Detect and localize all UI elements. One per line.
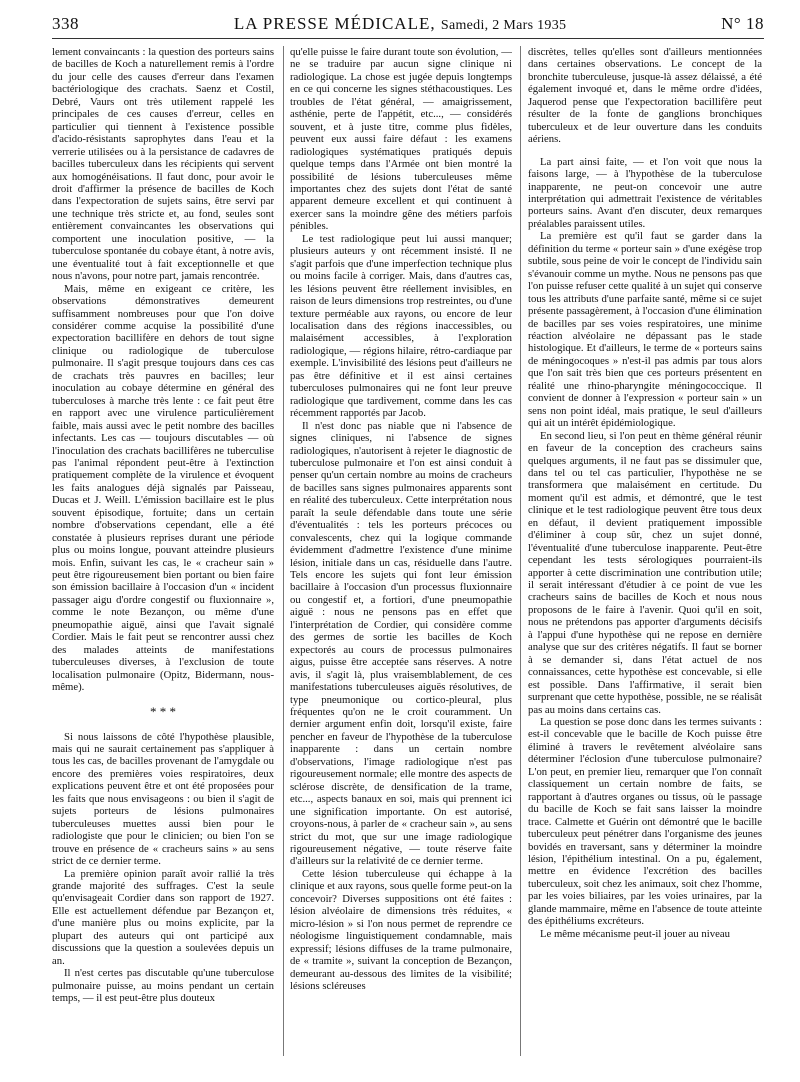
paragraph: La part ainsi faite, — et l'on voit que nous la faisons large, — à l'hypothèse de la tuberculose inapparente, ne peut-on concevoir une autre interprétation qui admettrait l'existence de véritables porteurs sains. Avant d'en discuter, deux remarques préalables paraissent utiles. xyxy=(528,155,762,230)
paragraph: Le même mécanisme peut-il jouer au niveau xyxy=(540,927,730,940)
page-number: 338 xyxy=(52,14,79,33)
page-header xyxy=(52,14,764,36)
paragraph: qu'elle puisse le faire durant toute son évolution, — ne se traduire par aucun signe clinique ni radiologique. La chose est jugée depuis longtemps en ce qui concerne les signes stéthacoustiques. Les troubles de l'état général, — amaigrissement, asthénie, perte de l'appétit, etc..., — considérés souvent, et à juste titre, comme plus fidèles, peuvent eux aussi faire défaut : les examens radiologiques systématiques pratiqués depuis quelque temps dans l'Armée ont bien montré la possibilité de lésions tuberculeuses même importantes chez des sujets dont l'état de santé apparent demeure excellent et qui continuent à exercer sans la moindre gêne des métiers parfois pénibles. xyxy=(290,46,512,233)
paragraph: discrètes, telles qu'elles sont d'ailleurs mentionnées dans certaines observations. Le concept de la bronchite tuberculeuse, jusque-là assez délaissé, a été également invoqué et, dans le même ordre d'idées, Jaquerod pense que l'expectoration bacillifère peut résulter de la fonte de ganglions bronchiques tuberculeux et de leur ouverture dans les conduits aériens. xyxy=(528,46,762,146)
issue-number: N° 18 xyxy=(721,14,764,33)
paragraph: La première opinion paraît avoir rallié la très grande majorité des suffrages. C'est la seule qu'envisageait Cordier dans son rapport de 1927. Elle est actuellement défendue par Bezançon et, d'une manière plus ou moins explicite, par la plupart des auteurs qui ont participé aux discussions que la question a soulevées depuis un an. xyxy=(52,867,274,967)
paragraph: En second lieu, si l'on peut en thème général réunir en faveur de la conception des cracheurs sains quelques arguments, il ne faut pas se dissimuler que, dans tel ou tel cas particulier, l'hypothèse ne se transformera que malaisément en certitude. Du moment qu'il est admis, et démontré, que le test clinique et le test radiologique peuvent être tous deux en défaut, il devient pratiquement impossible d'éliminer à coup sûr, chez un sujet donné, l'éventualité d'une tuberculose inapparente. Peut-être cependant les tests sérologiques pourraient-ils apporter à cette discrimination une contribution utile; il serait intéressant d'étudier à ce point de vue les cracheurs sains de bacilles de Koch et nous nous proposons de le faire à l'avenir. Quoi qu'il en soit, nous ne prétendons pas apporter d'arguments décisifs à l'appui d'une hypothèse qui ne repose en dernière analyse que sur des critères négatifs. Il faut se borner à se demander si, dans l'état actuel de nos connaissances, cette hypothèse est concevable, si elle est possible. Dans l'affirmative, il serait bien surprenant que cette hypothèse, possible, ne se réalisât pas au moins dans certains cas. xyxy=(528,429,762,716)
paragraph: Le test radiologique peut lui aussi manquer; plusieurs auteurs y ont récemment insisté. Il ne s'agit parfois que d'une imperfection technique plus ou moins facile à corriger. Mais, dans d'autres cas, les lésions peuvent être réellement invisibles, en raison de leurs dimensions trop restreintes, ou d'une texture perméable aux rayons, ou encore de leur localisation dans des régions inaccessibles, ou malaisément accessibles, à l'exploration radiologique, — régions hilaire, rétro-cardiaque par exemple. L'invisibilité des lésions peut d'ailleurs ne pas être définitive et il est ainsi certaines tuberculoses pulmonaires qui ne font leur preuve radiologique que tardivement, comme dans les cas récemment rapportés par Jacob. xyxy=(290,232,512,420)
journal-name: LA PRESSE MÉDICALE, xyxy=(233,14,436,33)
paragraph: Cette lésion tuberculeuse qui échappe à la clinique et aux rayons, sous quelle forme peut-on la concevoir? Diverses suppositions ont été faites : lésion alvéolaire de dimensions très réduites, « micro-lésion » si l'on nous permet de reprendre ce néologisme linguistiquement condamnable, mais expressif; lésions diffuses de la trame pulmonaire, de « tramite », suivant la conception de Bezançon, demeurant au-dessous des limites de la visibilité; lésions scléreuses xyxy=(290,867,512,992)
column-1 xyxy=(52,46,274,1068)
column-divider xyxy=(283,46,284,1056)
column-2 xyxy=(290,46,512,1068)
header-rule xyxy=(52,38,764,39)
column-3 xyxy=(528,46,762,1068)
section-separator-stars: * * * xyxy=(150,703,176,719)
journal-title xyxy=(234,14,567,34)
paragraph: lement convaincants : la question des porteurs sains de bacilles de Koch a naturellement remis à l'ordre du jour celle des causes d'erreur dans l'examen bactériologique des crachats. Saenz et Costil, Debré, Vaurs ont très utilement rappelé les principales de ces causes d'erreur, celles en particulier qui tiennent à l'existence possible d'acido-résistants saprophytes dans l'eau et la verrerie utilisées ou à la persistance de cadavres de bacilles tuberculeux dans les récipients qui servent aux homogénéisations. Il faut donc, pour avoir le droit d'affirmer la présence de bacilles de Koch dans l'expectoration de sujets sains, être servi par une technique très stricte et, au fond, seules sont entièrement convaincantes les observations qui comportent une inoculation positive, — la tuberculose spontanée du cobaye étant, à notre avis, une éventualité tout à fait exceptionnelle et que nous n'avons, pour notre part, jamais rencontrée. xyxy=(52,46,274,283)
paragraph: Il n'est donc pas niable que ni l'absence de signes cliniques, ni l'absence de signes radiologiques, n'autorisent à rejeter le diagnostic de tuberculose pulmonaire et l'on est ainsi conduit à penser qu'un certain nombre au moins de cracheurs de bacilles sans signes pulmonaires apparents sont en réalité des tuberculeux. Cette interprétation nous paraît la seule défendable dans toute une série d'éventualités : tels les porteurs précoces ou convalescents, chez qui la logique commande évidemment d'admettre l'existence d'une minime lésion, initiale dans un cas, résiduelle dans l'autre. Tels encore les sujets qui font leur émission bacillaire à l'occasion d'un processus fluxionnaire ou congestif et, a fortiori, d'une pneumopathie aiguë : nous ne pensons pas en effet que l'interprétation de Cordier, qui considère comme des germes de sortie les bacilles de Koch expectorés au cours de processus pulmonaires aigus, puisse être acceptée sans réserves. A notre avis, il s'agit là, plus vraisemblablement, de ces manifestations tuberculeuses aiguës résolutives, de type pneumonique ou cortico-pleural, plus fréquentes qu'on ne le croit couramment. Un dernier argument enfin doit, lorsqu'il existe, faire pencher en faveur de l'hypothèse de la tuberculose inapparente : dans un certain nombre d'observations, l'image radiologique n'est pas rigoureusement normale; elle montre des aspects de sclérose discrète, de densification de la trame, etc..., aspects banaux en soi, mais qui prennent ici une signification importante. On est autorisé, croyons-nous, à parler de « cracheur sain », au sens strict du mot, que sur une image radiologique rigoureusement négative, — toute réserve faite d'ailleurs sur la relativité de ce dernier terme. xyxy=(290,419,512,868)
paragraph: Il n'est certes pas discutable qu'une tuberculose pulmonaire puisse, au moins pendant un certain temps, — il est peut-être plus douteux xyxy=(52,967,274,1005)
column-divider xyxy=(520,46,521,1056)
paragraph: La question se pose donc dans les termes suivants : est-il concevable que le bacille de Koch puisse être éliminé à travers le revêtement alvéolaire sans déterminer l'éclosion d'une tuberculose pulmonaire? L'on peut, en premier lieu, remarquer que l'on connaît classiquement un certain nombre de faits, se rapportant à d'autres organes ou tissus, où le passage du bacille de Koch se fait sans laisser la moindre trace. Calmette et Guérin ont démontré que le bacille tuberculeux peut pénétrer dans l'organisme des jeunes bovidés en traversant, sans y déterminer la moindre lésion, l'épithélium intestinal. On a pu, également, mettre en évidence l'excrétion des bacilles tuberculeux, soit chez les animaux, soit chez l'homme, par les voies biliaires, par les voies urinaires, par la glande mammaire, même en l'absence de toute atteinte des épithéliums excréteurs. xyxy=(528,716,762,928)
paragraph: Mais, même en exigeant ce critère, les observations démonstratives demeurent suffisamment nombreuses pour que l'on doive considérer comme acquise la possibilité d'une expectoration bacillifère en dehors de tout signe clinique ou radiologique de tuberculose pulmonaire. Il s'agit presque toujours dans ces cas de crachats très pauvres en bacilles; leur inoculation au cobaye détermine en général des tuberculoses à marche très lente : ce fait peut être en rapport avec une virulence particulièrement faible, mais aussi avec le petit nombre des bacilles infectants. Les cas — toujours discutables — où l'inoculation des crachats bacillifères ne tuberculise pas l'animal répondent peut-être à l'extinction pratiquement complète de la virulence et évoquent les faits analogues déjà signalés par Paisseau, Ducas et J. Weill. L'émission bacillaire est le plus souvent épisodique, fortuite; dans un certain nombre d'observations cependant, elle a été constatée à plusieurs reprises durant une période plus ou moins longue, pouvant atteindre plusieurs mois. Enfin, suivant les cas, le « cracheur sain » peut être rigoureusement bien portant ou bien faire son émission bacillaire à l'occasion d'un « incident passager aigu d'ordre congestif ou fluxionnaire », comme le note Bezançon, ou même d'une pneumopathie aiguë, ainsi que l'avait signalé Cordier. Mais le fait peut se rencontrer aussi chez des malades atteints de manifestations tuberculeuses diverses, à l'exclusion de toute localisation pulmonaire (Opitz, Bidermann, nous-même). xyxy=(52,282,274,694)
issue-date: Samedi, 2 Mars 1935 xyxy=(440,18,567,33)
paragraph: Si nous laissons de côté l'hypothèse plausible, mais qui ne saurait certainement pas s'appliquer à tous les cas, de bacilles provenant de l'amygdale ou encore des premières voies respiratoires, deux explications peuvent être et ont été proposées pour les faits que nous envisageons : ou bien il s'agit de sujets porteurs de lésions pulmonaires tuberculeuses muettes aussi bien pour le radiologiste que pour le clinicien; ou bien l'on se trouve en présence de « cracheurs sains » au sens strict de ce dernier terme. xyxy=(52,730,274,868)
paragraph: La première est qu'il faut se garder dans la définition du terme « porteur sain » d'une exégèse trop subtile, sous peine de voir le concept de l'individu sain s'évanouir comme un mythe. Nous ne pensons pas que l'on puisse refuser cette qualité à un sujet qui conserve tous les attributs d'une parfaite santé, même si ce sujet présente passagèrement, à l'occasion d'une élimination de bacilles par ses voies respiratoires, une minime réaction alvéolaire ne dépassant pas le stade histologique. Et d'ailleurs, le terme de « porteurs sains de méningocoques » n'est-il pas admis par tous alors que l'on sait très bien que ces porteurs présentent en réalité une rhino-pharyngite méningococcique. Il convient de donner à l'expression « porteur sain » un sens non point idéal, mais pratique, le seul d'ailleurs qui ait un intérêt épidémiologique. xyxy=(528,230,762,430)
